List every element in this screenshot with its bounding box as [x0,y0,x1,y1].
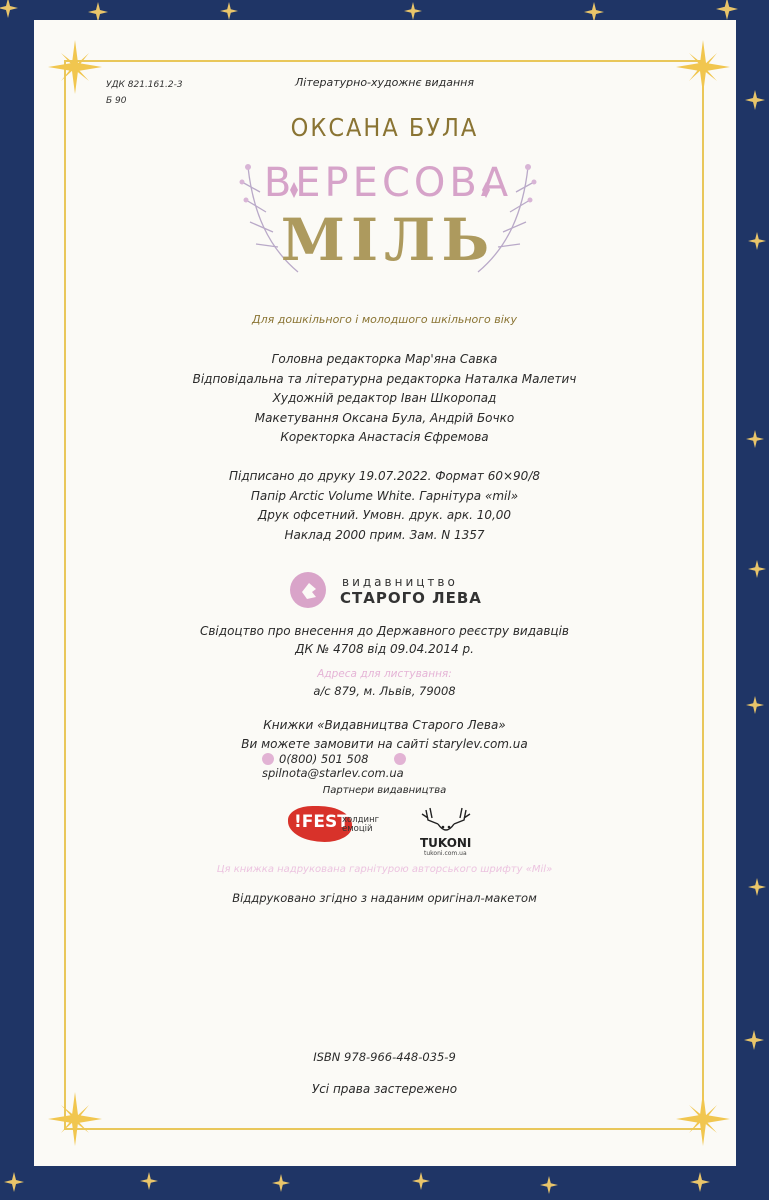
tukoni-url: tukoni.com.ua [424,850,467,857]
audience-note: Для дошкільного і молодшого шкільного віку [252,313,517,326]
print-line: Підписано до друку 19.07.2022. Формат 60×90/8 [229,469,540,483]
fest-name: !FEST [294,812,349,832]
udk-author-mark: Б 90 [106,96,127,106]
book-title-line2: МІЛЬ [280,206,496,274]
isbn: ISBN 978-966-448-035-9 [313,1050,456,1064]
tukoni-logo [414,806,478,858]
credit-line: Художній редактор Іван Шкоропад [272,391,497,405]
font-note: Ця книжка надрукована гарнітурою авторського шрифту «Mil» [216,864,553,875]
print-line: Наклад 2000 прим. Зам. N 1357 [284,527,485,542]
credit-line: Головна редакторка Мар'яна Савка [271,352,498,366]
publisher-name-line1: видавництво [342,575,458,589]
original-layout-note: Віддруковано згідно з наданим оригінал-макетом [232,891,537,905]
author-name: ОКСАНА БУЛА [290,113,479,142]
email-icon [394,753,406,765]
fest-logo [288,804,384,844]
corner-star-icon [676,1092,730,1146]
print-info [0,467,769,545]
email-address: spilnota@starlev.com.ua [262,766,404,780]
credit-line: Макетування Оксана Була, Андрій Бочко [254,410,515,425]
postal-address: а/с 879, м. Львів, 79008 [313,684,456,698]
lion-head-icon [298,580,320,602]
order-line: Книжки «Видавництва Старого Лева» [263,718,506,732]
registry-certificate [0,622,769,658]
print-line: Папір Arctic Volume White. Гарнітура «mil» [250,488,519,503]
contacts-row [262,752,522,780]
order-line: Ви можете замовити на сайті starylev.com.ua [241,737,528,751]
publisher-name-line2: СТАРОГО ЛЕВА [340,589,482,607]
fest-tagline: холдинг емоцій [342,815,380,834]
udk-code: УДК 821.161.2-3 [106,80,183,90]
credit-line: Коректорка Анастасія Єфремова [280,430,489,444]
phone-icon [262,753,274,765]
partners-label: Партнери видавництва [322,785,447,796]
credits-list [0,350,769,448]
rights-reserved: Усі права застережено [311,1082,458,1096]
certificate-line: Свідоцтво про внесення до Державного реєстру видавців [199,624,570,638]
tukoni-name: TUKONI [420,836,472,850]
moose-icon [418,806,474,838]
corner-star-icon [48,1092,102,1146]
book-title-line1: ВЕРЕСОВА [263,160,513,206]
print-line: Друк офсетний. Умовн. друк. арк. 10,00 [257,508,512,522]
edition-type: Літературно-художнє видання [295,76,474,89]
order-info [0,716,769,754]
phone-number: 0(800) 501 508 [279,752,369,766]
address-label: Адреса для листування: [317,668,452,680]
certificate-line: ДК № 4708 від 09.04.2014 р. [295,642,474,656]
book-title-logo [228,152,548,282]
credit-line: Відповідальна та літературна редакторка Наталка Малетич [192,371,577,386]
publisher-logo [290,572,510,612]
